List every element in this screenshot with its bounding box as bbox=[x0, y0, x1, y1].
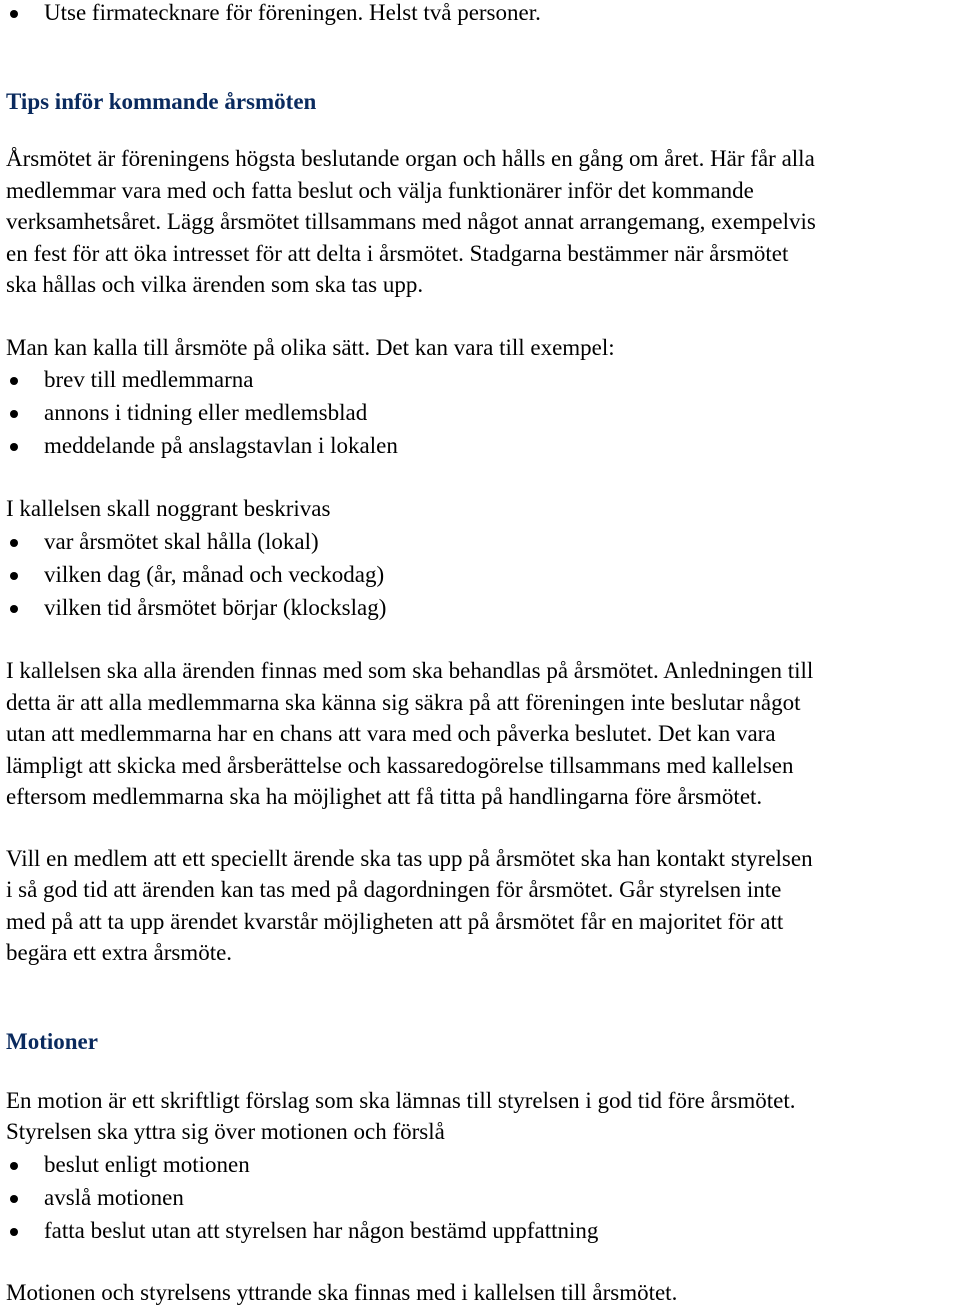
list-item-text: beslut enligt motionen bbox=[44, 1152, 250, 1177]
bullet-icon bbox=[10, 539, 18, 547]
list-item-text: annons i tidning eller medlemsblad bbox=[44, 400, 368, 425]
paragraph-kallelse-beskrivas: I kallelsen skall noggrant beskrivas bbox=[6, 496, 331, 521]
paragraph-line: Styrelsen ska yttra sig över motionen och förslå bbox=[6, 1119, 445, 1144]
paragraph-line: ska hållas och vilka ärenden som ska tas upp. bbox=[6, 272, 424, 297]
list-item-text: vilken dag (år, månad och veckodag) bbox=[44, 562, 385, 587]
bullet-icon bbox=[10, 605, 18, 613]
paragraph-line: En motion är ett skriftligt förslag som ska lämnas till styrelsen i god tid före årsmötet. bbox=[6, 1088, 796, 1113]
bullet-icon bbox=[10, 1162, 18, 1170]
list-item-text: vilken tid årsmötet börjar (klockslag) bbox=[44, 595, 387, 620]
list-item-text: Utse firmatecknare för föreningen. Helst två personer. bbox=[44, 0, 541, 25]
bullet-icon bbox=[10, 10, 18, 18]
list-item-text: meddelande på anslagstavlan i lokalen bbox=[44, 433, 398, 458]
section-heading-tips: Tips inför kommande årsmöten bbox=[6, 89, 317, 114]
paragraph-line: medlemmar vara med och fatta beslut och välja funktionärer inför det kommande bbox=[6, 178, 754, 203]
paragraph-line: verksamhetsåret. Lägg årsmötet tillsammans med något annat arrangemang, exempelvis bbox=[6, 209, 816, 234]
list-item-text: brev till medlemmarna bbox=[44, 367, 254, 392]
paragraph-line: I kallelsen ska alla ärenden finnas med som ska behandlas på årsmötet. Anledningen till bbox=[6, 658, 814, 683]
bullet-icon bbox=[10, 1228, 18, 1236]
paragraph-line: Vill en medlem att ett speciellt ärende ska tas upp på årsmötet ska han kontakt styrelsen bbox=[6, 846, 813, 871]
bullet-icon bbox=[10, 410, 18, 418]
bullet-icon bbox=[10, 572, 18, 580]
paragraph-line: detta är att alla medlemmarna ska känna sig säkra på att föreningen inte beslutar något bbox=[6, 690, 801, 715]
list-item-text: var årsmötet skal hålla (lokal) bbox=[44, 529, 319, 554]
list-item-text: avslå motionen bbox=[44, 1185, 184, 1210]
list-item-text: fatta beslut utan att styrelsen har någon bestämd uppfattning bbox=[44, 1218, 599, 1243]
paragraph-motion-kallelse: Motionen och styrelsens yttrande ska finnas med i kallelsen till årsmötet. bbox=[6, 1280, 678, 1305]
paragraph-line: begära ett extra årsmöte. bbox=[6, 940, 233, 965]
paragraph-line: med på att ta upp ärendet kvarstår möjligheten att på årsmötet får en majoritet för att bbox=[6, 909, 784, 934]
paragraph-kalla: Man kan kalla till årsmöte på olika sätt. Det kan vara till exempel: bbox=[6, 335, 615, 360]
paragraph-line: Årsmötet är föreningens högsta beslutande organ och hålls en gång om året. Här får alla bbox=[6, 146, 815, 171]
paragraph-line: i så god tid att ärenden kan tas med på dagordningen för årsmötet. Går styrelsen inte bbox=[6, 877, 782, 902]
bullet-icon bbox=[10, 1195, 18, 1203]
paragraph-line: eftersom medlemmarna ska ha möjlighet att få titta på handlingarna före årsmötet. bbox=[6, 784, 763, 809]
paragraph-line: utan att medlemmarna har en chans att vara med och påverka beslutet. Det kan vara bbox=[6, 721, 776, 746]
paragraph-line: lämpligt att skicka med årsberättelse och kassaredogörelse tillsammans med kallelsen bbox=[6, 753, 794, 778]
bullet-icon bbox=[10, 443, 18, 451]
paragraph-line: en fest för att öka intresset för att delta i årsmötet. Stadgarna bestämmer när årsmötet bbox=[6, 241, 789, 266]
section-heading-motioner: Motioner bbox=[6, 1029, 98, 1054]
bullet-icon bbox=[10, 377, 18, 385]
